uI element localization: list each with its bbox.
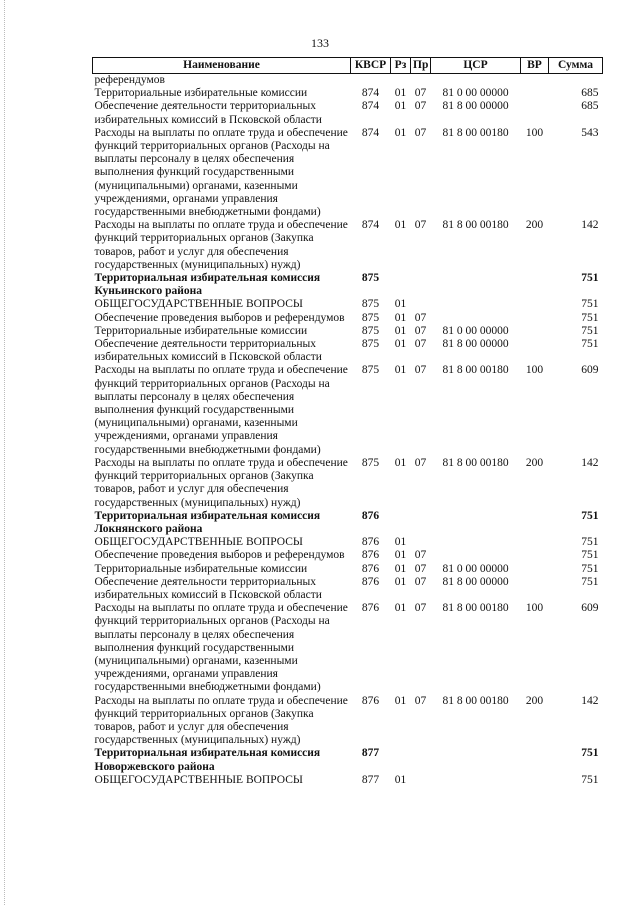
header-vr: ВР xyxy=(521,58,549,74)
cell-rz: 01 xyxy=(394,549,407,562)
cell-csr: 81 8 00 00180 xyxy=(442,694,509,707)
cell-csr xyxy=(431,774,521,787)
cell-pr xyxy=(411,536,431,549)
cell-name: Расходы на выплаты по оплате труда и обеспечение функций территориальных органов (Расходы на выплаты персоналу в целях обеспечения выполнения функций государственными (муниципальными) органами, казенными учреждениями, органами управления государственными внебюджетными фондами) xyxy=(94,126,348,219)
cell-rz xyxy=(391,510,411,536)
cell-sum: 142 xyxy=(581,694,599,707)
cell-kvsr: 874 xyxy=(361,126,380,139)
cell-csr: 81 0 00 00000 xyxy=(442,562,509,575)
cell-kvsr xyxy=(351,74,391,88)
cell-pr: 07 xyxy=(414,364,427,377)
table-row xyxy=(93,312,603,325)
table-row xyxy=(93,100,603,126)
cell-sum: 751 xyxy=(581,298,599,311)
cell-pr: 07 xyxy=(414,126,427,139)
cell-name: Обеспечение деятельности территориальных избирательных комиссий в Псковской области xyxy=(94,338,322,364)
cell-rz: 01 xyxy=(394,773,407,786)
page-number: 133 xyxy=(311,36,329,50)
table-row xyxy=(93,127,603,219)
cell-kvsr: 875 xyxy=(361,298,380,311)
cell-name: Территориальные избирательные комиссии xyxy=(94,562,308,575)
cell-rz: 01 xyxy=(394,602,407,615)
header-row xyxy=(93,58,603,74)
cell-rz: 01 xyxy=(394,456,407,469)
table-row xyxy=(93,549,603,562)
cell-sum: 751 xyxy=(581,747,599,760)
cell-rz: 01 xyxy=(394,126,407,139)
cell-kvsr: 875 xyxy=(361,364,380,377)
cell-pr: 07 xyxy=(414,549,427,562)
cell-name: Расходы на выплаты по оплате труда и обеспечение функций территориальных органов (Закупка товаров, работ и услуг для обеспечения государственных (муниципальных) нужд) xyxy=(94,219,348,271)
cell-vr xyxy=(521,74,549,88)
cell-csr xyxy=(431,510,521,536)
cell-csr: 81 0 00 00000 xyxy=(442,87,509,100)
table-row xyxy=(93,364,603,456)
table-row xyxy=(93,338,603,364)
cell-rz: 01 xyxy=(394,311,407,324)
cell-rz: 01 xyxy=(394,562,407,575)
cell-name: Расходы на выплаты по оплате труда и обеспечение функций территориальных органов (Закупка товаров, работ и услуг для обеспечения государственных (муниципальных) нужд) xyxy=(94,694,348,747)
table-row xyxy=(93,298,603,311)
header-pr: Пр xyxy=(411,58,431,74)
cell-vr xyxy=(521,536,549,549)
cell-sum: 609 xyxy=(581,602,599,615)
cell-name: Расходы на выплаты по оплате труда и обеспечение функций территориальных органов (Расходы на выплаты персоналу в целях обеспечения выполнения функций государственными (муниципальными) органами, казенными учреждениями, органами управления государственными внебюджетными фондами) xyxy=(94,364,348,456)
cell-csr: 81 8 00 00180 xyxy=(442,364,509,377)
cell-csr: 81 8 00 00000 xyxy=(442,575,509,588)
cell-rz xyxy=(391,74,411,88)
cell-csr: 81 8 00 00180 xyxy=(442,219,509,232)
cell-pr: 07 xyxy=(414,562,427,575)
cell-kvsr: 877 xyxy=(361,773,380,786)
cell-sum: 751 xyxy=(581,338,599,351)
header-name: Наименование xyxy=(93,58,351,74)
cell-sum: 751 xyxy=(581,536,599,549)
header-csr: ЦСР xyxy=(431,58,521,74)
cell-name: Территориальная избирательная комиссия Новоржевского района xyxy=(94,747,321,773)
cell-rz xyxy=(391,747,411,773)
cell-name: Обеспечение деятельности территориальных избирательных комиссий в Псковской области xyxy=(94,100,322,126)
cell-pr: 07 xyxy=(414,694,427,707)
cell-kvsr: 874 xyxy=(361,219,380,232)
cell-vr: 100 xyxy=(525,126,544,139)
cell-pr: 07 xyxy=(414,575,427,588)
cell-vr xyxy=(521,325,549,338)
cell-vr xyxy=(521,576,549,602)
cell-rz xyxy=(391,272,411,298)
cell-sum: 751 xyxy=(581,773,599,786)
cell-kvsr: 875 xyxy=(361,456,380,469)
cell-name: Расходы на выплаты по оплате труда и обеспечение функций территориальных органов (Закупка товаров, работ и услуг для обеспечения государственных (муниципальных) нужд) xyxy=(94,456,348,509)
cell-pr xyxy=(411,774,431,787)
cell-csr: 81 8 00 00000 xyxy=(442,338,509,351)
cell-vr xyxy=(521,338,549,364)
cell-vr: 200 xyxy=(525,694,544,707)
cell-csr xyxy=(431,272,521,298)
cell-pr: 07 xyxy=(414,219,427,232)
cell-kvsr: 876 xyxy=(361,575,380,588)
cell-kvsr: 875 xyxy=(361,338,380,351)
table-header xyxy=(93,58,603,74)
cell-sum: 751 xyxy=(581,509,599,522)
cell-rz: 01 xyxy=(394,87,407,100)
cell-pr xyxy=(411,510,431,536)
cell-rz: 01 xyxy=(394,575,407,588)
cell-sum: 751 xyxy=(581,562,599,575)
cell-sum: 142 xyxy=(581,456,599,469)
table-row xyxy=(93,774,603,787)
cell-kvsr: 875 xyxy=(361,324,380,337)
table-row xyxy=(93,325,603,338)
header-sum: Сумма xyxy=(549,58,603,74)
cell-pr xyxy=(411,298,431,311)
budget-table-container xyxy=(92,57,602,787)
table-row xyxy=(93,695,603,748)
cell-vr xyxy=(521,272,549,298)
cell-csr xyxy=(431,312,521,325)
cell-kvsr: 876 xyxy=(361,509,380,522)
cell-csr: 81 8 00 00180 xyxy=(442,126,509,139)
cell-vr: 100 xyxy=(525,364,544,377)
cell-vr: 100 xyxy=(525,602,544,615)
table-row xyxy=(93,219,603,272)
cell-name: Обеспечение деятельности территориальных избирательных комиссий в Псковской области xyxy=(94,575,322,601)
cell-sum: 751 xyxy=(581,272,599,285)
cell-rz: 01 xyxy=(394,364,407,377)
header-kvsr: КВСР xyxy=(351,58,391,74)
cell-rz: 01 xyxy=(394,694,407,707)
cell-sum: 142 xyxy=(581,219,599,232)
table-body xyxy=(93,74,603,787)
cell-kvsr: 874 xyxy=(361,87,380,100)
cell-csr: 81 8 00 00000 xyxy=(442,100,509,113)
cell-kvsr: 876 xyxy=(361,549,380,562)
cell-sum: 751 xyxy=(581,311,599,324)
cell-vr: 200 xyxy=(525,219,544,232)
table-row xyxy=(93,457,603,510)
cell-csr: 81 8 00 00180 xyxy=(442,456,509,469)
cell-pr: 07 xyxy=(414,602,427,615)
header-rz: Рз xyxy=(391,58,411,74)
cell-kvsr: 876 xyxy=(361,536,380,549)
cell-kvsr: 875 xyxy=(361,272,380,285)
cell-vr xyxy=(521,312,549,325)
cell-name: референдумов xyxy=(94,74,165,86)
table-row xyxy=(93,747,603,773)
cell-vr xyxy=(521,298,549,311)
table-row xyxy=(93,272,603,298)
cell-sum: 609 xyxy=(581,364,599,377)
cell-pr xyxy=(411,74,431,88)
cell-pr: 07 xyxy=(414,456,427,469)
cell-csr xyxy=(431,536,521,549)
cell-sum xyxy=(549,74,603,88)
cell-kvsr: 875 xyxy=(361,311,380,324)
cell-name: ОБЩЕГОСУДАРСТВЕННЫЕ ВОПРОСЫ xyxy=(94,298,303,311)
cell-pr: 07 xyxy=(414,100,427,113)
cell-sum: 751 xyxy=(581,575,599,588)
cell-pr: 07 xyxy=(414,311,427,324)
cell-kvsr: 876 xyxy=(361,562,380,575)
cell-vr xyxy=(521,774,549,787)
cell-rz: 01 xyxy=(394,219,407,232)
cell-name: Обеспечение проведения выборов и референдумов xyxy=(94,311,345,324)
cell-name: Расходы на выплаты по оплате труда и обеспечение функций территориальных органов (Расходы на выплаты персоналу в целях обеспечения выполнения функций государственными (муниципальными) органами, казенными учреждениями, органами управления государственными внебюджетными фондами) xyxy=(94,602,348,694)
cell-rz: 01 xyxy=(394,536,407,549)
cell-rz: 01 xyxy=(394,100,407,113)
cell-csr xyxy=(431,298,521,311)
cell-vr xyxy=(521,510,549,536)
table-row xyxy=(93,576,603,602)
cell-kvsr: 876 xyxy=(361,694,380,707)
table-row xyxy=(93,87,603,100)
table-row xyxy=(93,602,603,694)
cell-vr xyxy=(521,87,549,100)
cell-sum: 685 xyxy=(581,87,599,100)
cell-rz: 01 xyxy=(394,324,407,337)
scan-edge-marks xyxy=(4,0,7,905)
cell-kvsr: 874 xyxy=(361,100,380,113)
cell-rz: 01 xyxy=(394,338,407,351)
cell-name: Обеспечение проведения выборов и референдумов xyxy=(94,549,345,562)
cell-kvsr: 876 xyxy=(361,602,380,615)
cell-name: ОБЩЕГОСУДАРСТВЕННЫЕ ВОПРОСЫ xyxy=(94,536,303,549)
cell-sum: 751 xyxy=(581,549,599,562)
cell-pr xyxy=(411,272,431,298)
cell-csr: 81 0 00 00000 xyxy=(442,324,509,337)
table-row xyxy=(93,74,603,88)
cell-vr xyxy=(521,100,549,126)
cell-vr xyxy=(521,563,549,576)
cell-pr xyxy=(411,747,431,773)
cell-pr: 07 xyxy=(414,338,427,351)
cell-vr xyxy=(521,549,549,562)
cell-sum: 751 xyxy=(581,324,599,337)
table-row xyxy=(93,563,603,576)
cell-vr xyxy=(521,747,549,773)
cell-vr: 200 xyxy=(525,456,544,469)
cell-csr xyxy=(431,74,521,88)
table-row xyxy=(93,510,603,536)
cell-pr: 07 xyxy=(414,87,427,100)
cell-kvsr: 877 xyxy=(361,747,380,760)
cell-csr xyxy=(431,549,521,562)
cell-sum: 685 xyxy=(581,100,599,113)
cell-sum: 543 xyxy=(581,126,599,139)
cell-pr: 07 xyxy=(414,324,427,337)
cell-csr xyxy=(431,747,521,773)
cell-name: ОБЩЕГОСУДАРСТВЕННЫЕ ВОПРОСЫ xyxy=(94,773,303,786)
cell-name: Территориальные избирательные комиссии xyxy=(94,324,308,337)
budget-table xyxy=(92,57,603,787)
table-row xyxy=(93,536,603,549)
cell-name: Территориальная избирательная комиссия Куньинского района xyxy=(94,272,321,298)
cell-name: Территориальные избирательные комиссии xyxy=(94,87,308,100)
cell-csr: 81 8 00 00180 xyxy=(442,602,509,615)
cell-name: Территориальная избирательная комиссия Локнянского района xyxy=(94,509,321,535)
cell-rz: 01 xyxy=(394,298,407,311)
